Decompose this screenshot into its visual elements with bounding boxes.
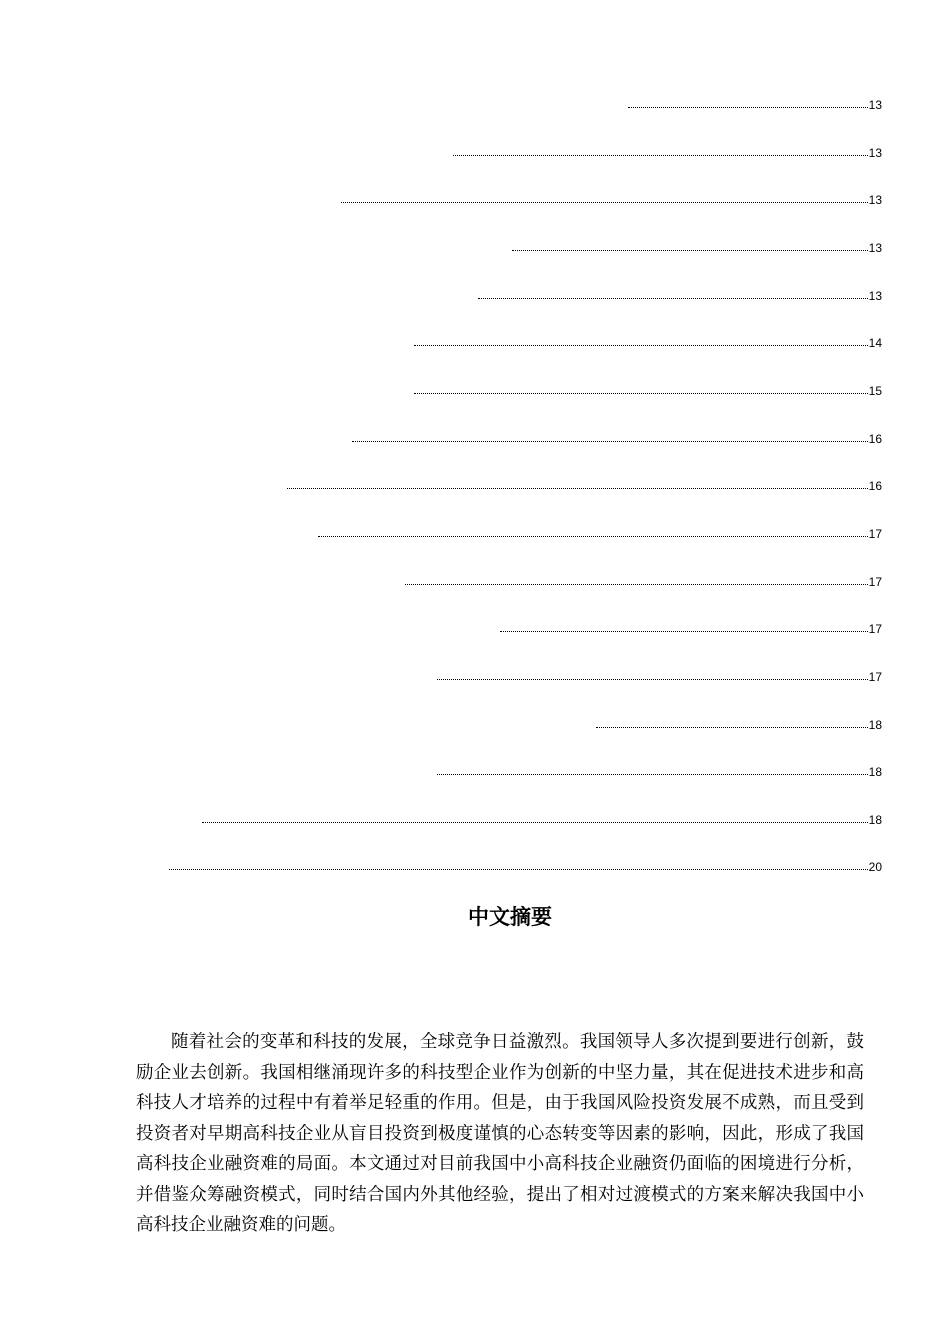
toc-leader-dots <box>628 97 868 108</box>
toc-leader-dots <box>318 526 868 537</box>
toc-leader-dots <box>437 764 868 775</box>
toc-page-number: 15 <box>868 384 882 398</box>
toc-page-number: 18 <box>868 765 882 779</box>
toc-entry[interactable] <box>478 289 882 303</box>
toc-entry[interactable] <box>437 765 882 779</box>
toc-entry[interactable] <box>512 241 882 255</box>
toc-leader-dots <box>512 240 868 251</box>
toc-page-number: 14 <box>868 336 882 350</box>
toc-entry[interactable] <box>414 336 882 350</box>
toc-leader-dots <box>414 383 868 394</box>
toc-leader-dots <box>437 669 868 680</box>
toc-leader-dots <box>341 192 868 203</box>
toc-page-number: 16 <box>868 432 882 446</box>
toc-page-number: 17 <box>868 622 882 636</box>
toc-page-number: 13 <box>868 98 882 112</box>
toc-page-number: 13 <box>868 289 882 303</box>
toc-page-number: 13 <box>868 241 882 255</box>
toc-page-number: 17 <box>868 670 882 684</box>
toc-page-number: 20 <box>868 860 882 874</box>
toc-page-number: 13 <box>868 193 882 207</box>
toc-leader-dots <box>202 812 868 823</box>
toc-entry[interactable] <box>169 860 882 874</box>
toc-page-number: 17 <box>868 575 882 589</box>
toc-leader-dots <box>287 478 868 489</box>
toc-leader-dots <box>453 145 868 156</box>
toc-leader-dots <box>352 431 868 442</box>
toc-entry[interactable] <box>628 98 882 112</box>
toc-leader-dots <box>169 859 868 870</box>
toc-entry[interactable] <box>405 575 882 589</box>
toc-entry[interactable] <box>437 670 882 684</box>
toc-page-number: 16 <box>868 479 882 493</box>
toc-leader-dots <box>500 621 868 632</box>
toc-entry[interactable] <box>596 718 882 732</box>
toc-leader-dots <box>596 717 868 728</box>
abstract-heading: 中文摘要 <box>468 905 552 929</box>
toc-leader-dots <box>405 574 868 585</box>
toc-entry[interactable] <box>287 479 882 493</box>
toc-page-number: 18 <box>868 813 882 827</box>
toc-entry[interactable] <box>500 622 882 636</box>
toc-entry[interactable] <box>414 384 882 398</box>
toc-entry[interactable] <box>318 527 882 541</box>
toc-entry[interactable] <box>453 146 882 160</box>
toc-entry[interactable] <box>202 813 882 827</box>
toc-page-number: 13 <box>868 146 882 160</box>
abstract-paragraph: 随着社会的变革和科技的发展，全球竞争日益激烈。我国领导人多次提到要进行创新，鼓励企业去创新。我国相继涌现许多的科技型企业作为创新的中坚力量，其在促进技术进步和高科技人才培养的过程中有着举足轻重的作用。但是，由于我国风险投资发展不成熟，而且受到投资者对早期高科技企业从盲目投资到极度谨慎的心态转变等因素的影响，因此，形成了我国高科技企业融资难的局面。本文通过对目前我国中小高科技企业融资仍面临的困境进行分析，并借鉴众筹融资模式，同时结合国内外其他经验，提出了相对过渡模式的方案来解决我国中小高科技企业融资难的问题。 <box>136 1032 864 1235</box>
toc-leader-dots <box>478 288 868 299</box>
toc-entry[interactable] <box>341 193 882 207</box>
toc-page-number: 17 <box>868 527 882 541</box>
toc-entry[interactable] <box>352 432 882 446</box>
toc-leader-dots <box>414 335 868 346</box>
toc-page-number: 18 <box>868 718 882 732</box>
